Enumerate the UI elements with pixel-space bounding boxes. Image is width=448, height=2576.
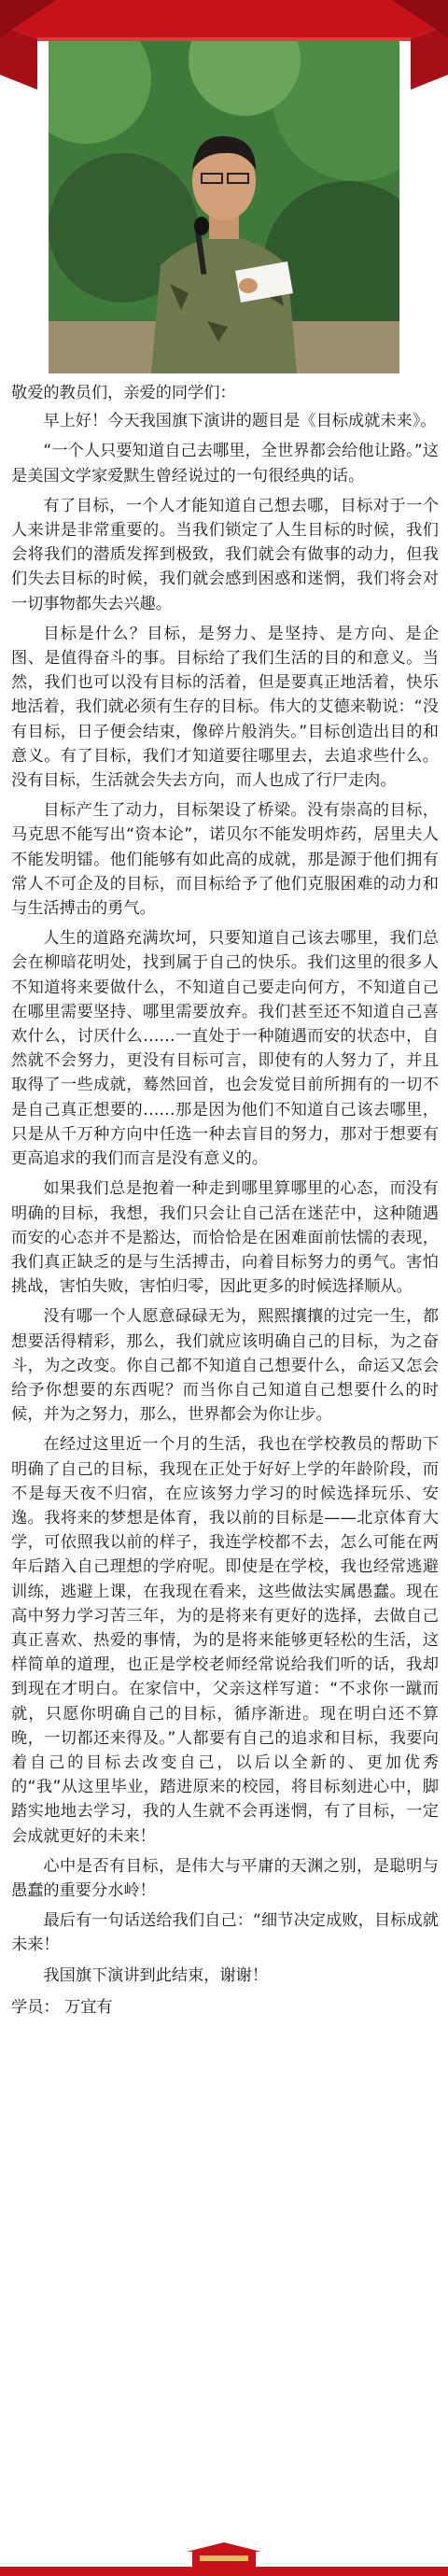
paragraph-2: “一个人只要知道自己去哪里，全世界都会给他让路。”这是美国文学家爱默生曾经说过的一句很经典的话。	[11, 442, 439, 486]
paragraph-12: 我国旗下演讲到此结束，谢谢！	[43, 1965, 269, 1985]
paragraph-8: 没有哪一个人愿意碌碌无为，熙熙攘攘的过完一生，都想要活得精彩，那么，我们就应该明确自己的目标，为之奋斗，为之改变。你自己都不知道自己想要什么，命运又怎会给予你想要的东西呢？而当你自己知道自己想要什么的时候，并为之努力，那么，世界都会为你让步。	[11, 1307, 439, 1425]
paragraph-4: 目标是什么？目标，是努力、是坚持、是方向、是企图、是值得奋斗的事。目标给了我们生活的目的和意义。当然，我们也可以没有目标的活着，但是要真正地活着，快乐地活着，我们就必须有生存的目标。伟大的艾德来勒说：“没有目标，日子便会结束，像碎片般消失。”目标创造出目的和意义。有了目标，我们才知道要往哪里去，去追求些什么。没有目标，生活就会失去方向，而人也成了行尸走肉。	[11, 624, 439, 791]
paragraph-10: 心中是否有目标，是伟大与平庸的天渊之别，是聪明与愚蠢的重要分水岭！	[11, 1856, 439, 1900]
paragraph-5: 目标产生了动力，目标架设了桥梁。没有崇高的目标，马克思不能写出“资本论”，诺贝尔不能发明炸药，居里夫人不能发明镭。他们能够有如此高的成就，那是源于他们拥有常人不可企及的目标，而目标给予了他们克服困难的动力和与生活搏击的勇气。	[11, 801, 439, 919]
paragraph-3: 有了目标，一个人才能知道自己想去哪，目标对于一个人来讲是非常重要的。当我们锁定了人生目标的时候，我们会将我们的潜质发挥到极致，我们就会有做事的动力，但我们失去目标的时候，我们就会感到困惑和迷惘，我们将会对一切事物都失去兴趣。	[11, 496, 439, 613]
paragraph-11: 最后有一句话送给我们自己：“细节决定成败，目标成就未来！	[11, 1911, 439, 1955]
speech-content	[11, 381, 439, 2025]
signature: 学员： 万宜有	[11, 1997, 113, 2017]
speaker-photo	[49, 41, 399, 373]
speaker-photo-icon	[49, 41, 399, 373]
footer-decor	[0, 2539, 448, 2576]
paragraph-6: 人生的道路充满坎坷，只要知道自己该去哪里，我们总会在柳暗花明处，找到属于自己的快乐。我们这里的很多人不知道将来要做什么，不知道自己要走向何方，不知道自己在哪里需要坚持、哪里需要放弃。我们甚至还不知道自己喜欢什么，讨厌什么……一直处于一种随遇而安的状态中，自然就不会努力，更没有目标可言，即使有的人努力了，并且取得了一些成就，蓦然回首，也会发觉目前所拥有的一切不是自己真正想要的……那是因为他们不知道自己该去哪里，只是从千万种方向中任选一种去盲目的努力，那对于想要有更高追求的我们而言是没有意义的。	[11, 929, 439, 1169]
paragraph-7: 如果我们总是抱着一种走到哪里算哪里的心态，而没有明确的目标，我想，我们只会让自己活在迷茫中，这种随遇而安的心态并不是豁达，而恰恰是在困难面前怯懦的表现，我们真正缺乏的是与生活搏击，向着目标努力的勇气。害怕挑战，害怕失败，害怕归零，因此更多的时候选择顺从。	[11, 1179, 439, 1297]
gate-emblem-icon	[0, 2539, 448, 2576]
paragraph-9: 在经过这里近一个月的生活，我也在学校教员的帮助下明确了自己的目标，我现在正处于好好上学的年龄阶段，而不是每天夜不归宿，在应该努力学习的时候选择玩乐、安逸。我将来的梦想是体育，我以前的目标是——北京体育大学，可依照我以前的样子，我连学校都不去，怎么可能在两年后踏入自己理想的学府呢。即使是在学校，我也经常逃避训练，逃避上课，在我现在看来，这些做法实属愚蠢。现在高中努力学习苦三年，为的是将来有更好的选择，去做自己真正喜欢、热爱的事情，为的是将来能够更轻松的生活，这样简单的道理，也正是学校老师经常说给我们听的话，我却到现在才明白。在家信中，父亲这样写道：“不求你一蹴而就，只愿你明确自己的目标，循序渐进。现在明白还不算晚，一切都还来得及。”人都要有自己的追求和目标，我要向着自己的目标去改变自己，以后以全新的、更加优秀的“我”从这里毕业，踏进原来的校园，将目标刻进心中，脚踏实地地去学习，我的人生就不会再迷惘，有了目标，一定会成就更好的未来！	[11, 1435, 439, 1846]
paragraph-1: 早上好！今天我国旗下演讲的题目是《目标成就未来》。	[43, 412, 437, 431]
salutation: 敬爱的教员们，亲爱的同学们：	[11, 384, 236, 402]
